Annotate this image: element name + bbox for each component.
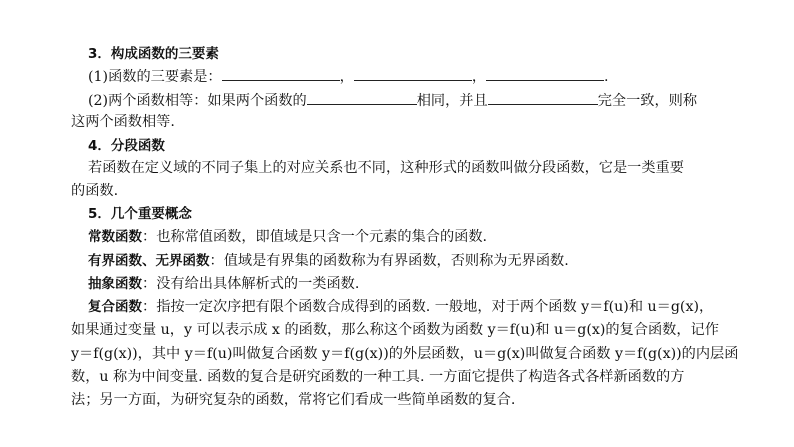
equal-functions-b: 相同，并且 <box>416 93 488 109</box>
concept-composite-term: 复合函数 <box>88 299 142 315</box>
concept-abstract-term: 抽象函数 <box>88 276 142 292</box>
concept-composite-line-1: ：指按一定次序把有限个函数合成得到的函数. 一般地，对于两个函数 y＝f(u)和 u＝g(x)， <box>142 299 714 315</box>
equal-functions-c: 完全一致，则称 <box>597 93 698 109</box>
concept-composite <box>88 297 713 317</box>
concept-constant-term: 常数函数 <box>88 229 142 245</box>
line-end: . <box>604 69 609 85</box>
concept-abstract <box>88 274 359 294</box>
concept-composite-line-3: y＝f(g(x))，其中 y＝f(u)叫做复合函数 y＝f(g(x))的外层函数，u＝g(x)叫做复合函数 y＝f(g(x))的内层函 <box>71 346 739 362</box>
concept-constant <box>88 227 487 247</box>
concept-composite-line-5: 法；另一方面，为研究复杂的函数，常将它们看成一些简单函数的复合. <box>71 392 516 408</box>
blank-1[interactable] <box>222 66 340 81</box>
blank-2[interactable] <box>354 66 472 81</box>
concept-constant-text: ：也称常值函数，即值域是只含一个元素的集合的函数. <box>142 229 488 245</box>
separator-1: ， <box>339 69 354 85</box>
equal-functions-line <box>88 90 697 111</box>
three-elements-line <box>88 66 609 87</box>
blank-5[interactable] <box>488 90 598 105</box>
separator-2: ， <box>471 69 487 85</box>
blank-3[interactable] <box>486 66 604 81</box>
section-5-heading: 5．几个重要概念 <box>88 206 192 222</box>
concept-bounded-term: 有界函数、无界函数 <box>88 253 210 269</box>
equal-functions-a: (2)两个函数相等：如果两个函数的 <box>88 93 307 109</box>
equal-functions-d: 这两个函数相等. <box>71 114 175 130</box>
blank-4[interactable] <box>307 90 417 105</box>
concept-bounded <box>88 251 569 271</box>
piecewise-text-2: 的函数. <box>71 183 119 199</box>
section-3-heading: 3．构成函数的三要素 <box>88 46 219 62</box>
three-elements-prefix: (1)函数的三要素是： <box>88 69 222 85</box>
concept-abstract-text: ：没有给出具体解析式的一类函数. <box>142 276 360 292</box>
section-4-heading: 4．分段函数 <box>88 138 165 154</box>
concept-composite-line-4: 数，u 称为中间变量. 函数的复合是研究函数的一种工具. 一方面它提供了构造各式各样新函数的方 <box>71 369 685 385</box>
concept-composite-line-2: 如果通过变量 u，y 可以表示成 x 的函数，那么称这个函数为函数 y＝f(u)和 u＝g(x)的复合函数，记作 <box>71 322 719 338</box>
piecewise-text-1: 若函数在定义域的不同子集上的对应关系也不同，这种形式的函数叫做分段函数，它是一类重要 <box>88 160 684 176</box>
concept-bounded-text: ：值域是有界集的函数称为有界函数，否则称为无界函数. <box>209 253 569 269</box>
